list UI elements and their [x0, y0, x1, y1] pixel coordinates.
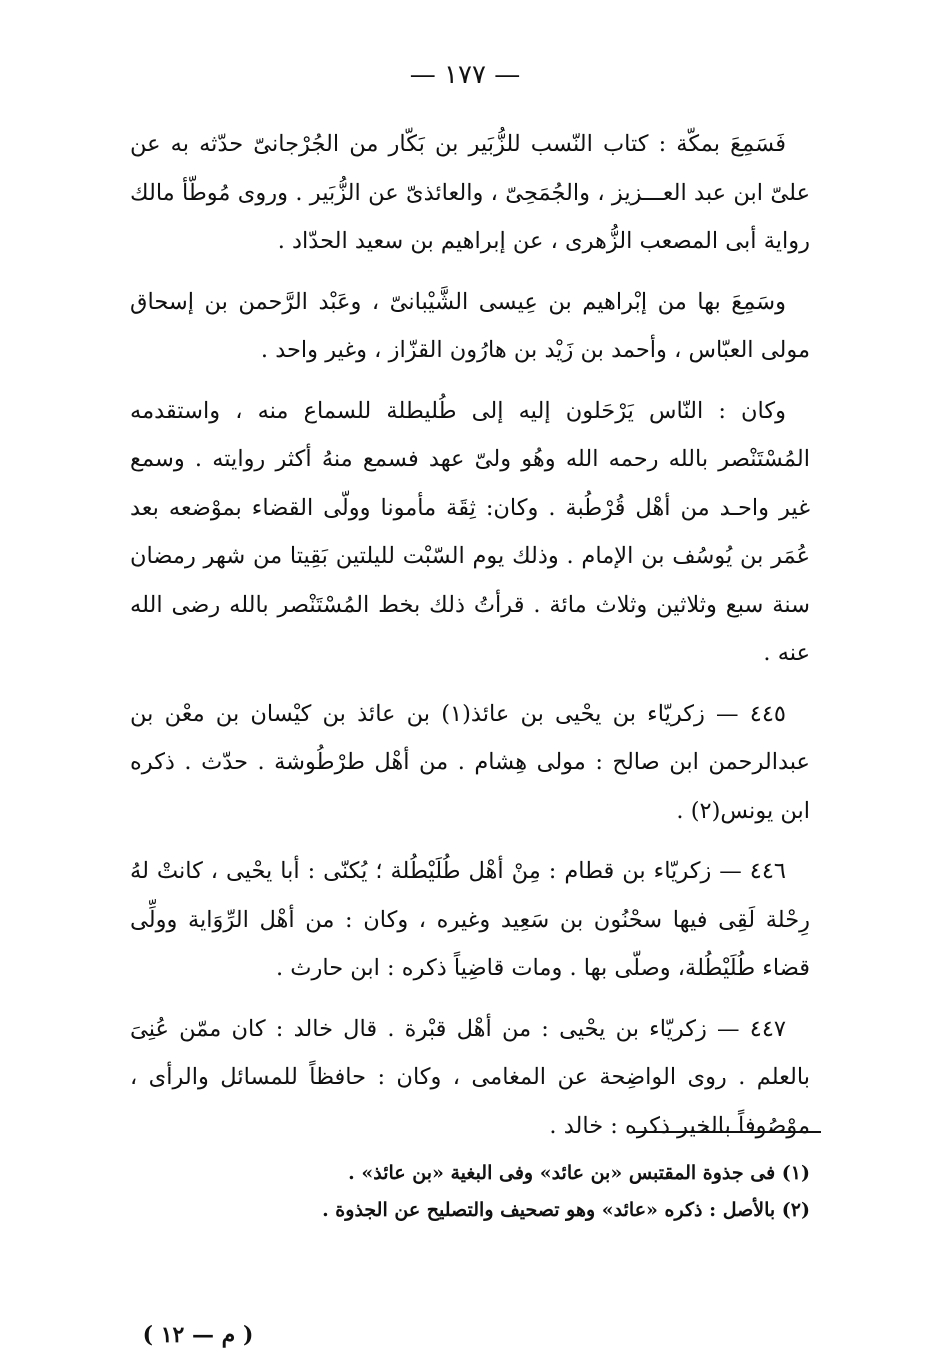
page-number: — ١٧٧ — — [409, 60, 521, 90]
paragraph-3: وكان : النّاس يَرْحَلون إليه إلى طُليطلة للسماع منه ، واستقدمه المُسْتَنْصر بالله رحمه الله وهُو ولىّ عهد فسمع منهُ أكثر روايته . وسمع غير واحـد من أهْل قُرْطُبة . وكان: ثِقَة مأمونا وولّى القضاء بموْضعه بعد عُمَر بن يُوسُف بن الإمام . وذلك يوم السّبْت لليلتين بَقِيتا من شهر رمضان سنة سبع وثلاثين وثلاث مائة . قرأتُ ذلك بخط المُسْتَنْصر بالله رضى الله عنه . — [130, 397, 810, 666]
footnote-1: (١) فى جذوة المقتبس «بن عائد» وفى البغية «بن عائذ» . — [348, 1162, 810, 1184]
footnote-2: (٢) بالأصل : ذكره «عائد» وهو تصحيف والتصليح عن الجذوة . — [322, 1199, 810, 1221]
main-text — [130, 120, 810, 1150]
entry-447: ٤٤٧ — زكريّاء بن يحْيى : من أهْل قبْرة . قال خالد : كان ممّن عُنِىَ بالعلم . روى الواضِحة عن المغامى ، وكان : حافظاً للمسائل والرأى ، موْصُوفاً بالخير ذكره : خالد . — [130, 1015, 810, 1139]
entry-446: ٤٤٦ — زكريّاء بن قطام : مِنْ أهْل طُلَيْطُلة ؛ يُكنّى : أبا يحْيى ، كانتْ لهُ رِحْلة لَقِى فيها سحْنُون بن سَعِيد وغيره ، وكان : من أهْل الرِّوَاية وولِّى قضاء طُلَيْطُلة، وصلّى بها . ومات قاضِياً ذكره : ابن حارث . — [130, 858, 810, 981]
signature-mark: ( م — ١٢ ) — [142, 1322, 254, 1348]
footnotes — [260, 1155, 810, 1229]
entry-445: ٤٤٥ — زكريّاء بن يحْيى بن عائذ(١) بن عائذ بن كيْسان بن معْن بن عبدالرحمن ابن صالح : مولى هِشام . من أهْل طرْطُوشة . حدّث . ذكره ابن يونس(٢) . — [130, 700, 810, 824]
paragraph-2: وسَمِعَ بها من إبْراهيم بن عِيسى الشَّيْبانىّ ، وعَبْد الرَّحمن بن إسحاق مولى العبّاس ، وأحمد بن زَيْد بن هارُون القزّاز ، وغير واحد . — [130, 288, 810, 363]
paragraph-1: فَسَمِعَ بمكّة : كتاب النّسب للزُّبَير بن بَكّار من الجُرْجانىّ حدّثه به عن علىّ ابن عبد العـــزيز ، والجُمَحِىّ ، والعائذىّ عن الزُّبَير . وروى مُوطّأ مالك رواية أبى المصعب الزُّهرى ، عن إبراهيم بن سعيد الحدّاد . — [130, 131, 810, 254]
footnote-divider — [633, 1131, 821, 1133]
